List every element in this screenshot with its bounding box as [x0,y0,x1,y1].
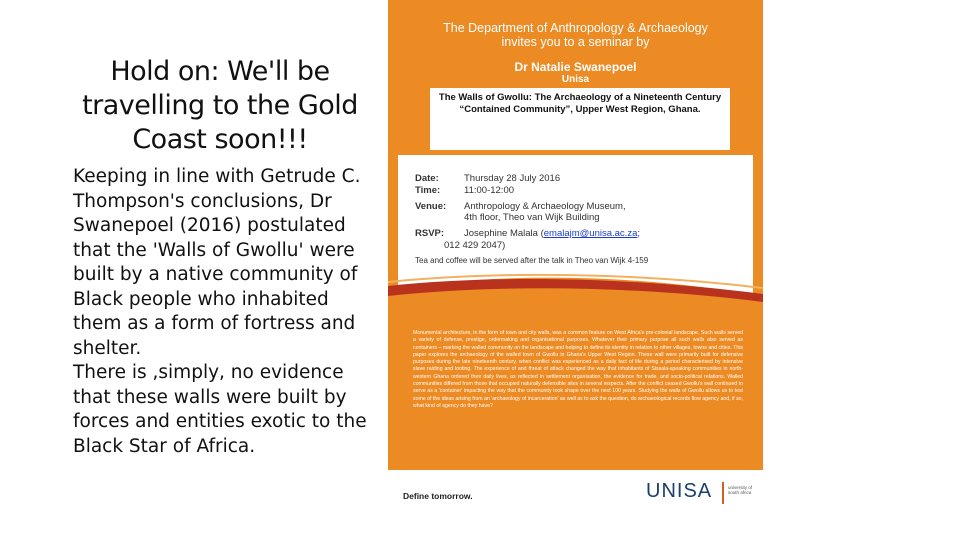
date-value: Thursday 28 July 2016 [464,173,561,184]
rsvp-phone: 012 429 2047) [444,240,506,251]
slide-title: Hold on: We'll be travelling to the Gold Coast soon!!! [82,56,358,155]
seminar-flyer-image [388,0,763,470]
invite-line-1: The Department of Anthropology & Archaeology [443,21,708,35]
venue-label: Venue: [415,201,447,212]
venue-value-1: Anthropology & Archaeology Museum, [464,201,626,212]
time-label: Time: [415,185,441,196]
speaker-name: Dr Natalie Swanepoel [514,60,637,74]
unisa-logo: UNISA [646,480,713,502]
tea-note: Tea and coffee will be served after the talk in Theo van Wijk 4-159 [415,256,649,265]
invite-line-2: invites you to a seminar by [501,35,650,49]
flyer-footer [388,470,763,510]
rsvp-name: Josephine Malala ( [464,228,544,239]
logo-subtext: university of south africa [728,485,753,495]
talk-title: The Walls of Gwollu: The Archaeology of a Nineteenth Century “Contained Community”, Upper West Region, Ghana. [438,92,722,115]
speaker-affiliation: Unisa [561,74,590,85]
rsvp-contact [464,228,640,239]
flyer-header [388,0,763,162]
time-value: 11:00-12:00 [464,185,515,196]
logo-divider [722,482,724,504]
footer-tagline: Define tomorrow. [403,491,473,501]
date-label: Date: [415,173,439,184]
rsvp-email-link[interactable]: emalajm@unisa.ac.za [543,228,638,239]
body-paragraph-1: Keeping in line with Getrude C. Thompson's conclusions, Dr Swanepoel (2016) postulated that the 'Walls of Gwollu' were built by a native community of Black people who inhabited them as a form of fortress and shelter. [73,166,361,359]
slide-body [73,165,383,459]
seminar-abstract: Monumental architecture, in the form of town and city walls, was a common feature on West Africa's pre-colonial landscape. Such walls served a variety of defense, prestige, ordermaking and organisational purposes. Whatever their primary purpose all such walls also served as containers – marking the walled community on the landscape and helping to define its identity in relation to other villages, towns and cities. This paper explores the archaeology of the walled town of Gwollu in Ghana's Upper West Region. These wall were primarily built for defensive purposes during the late nineteenth century, when conflict was experienced as a daily fact of life during a period characterised by intensive slave raiding and looting. The experience of and threat of attack changed the way that inhabitants of Sissala-speaking communities in north-western Ghana ordered their daily lives, as reflected in settlement organisation, the evidence for trade, and socio-political relations. Walled communities differed from those that occupied naturally defensible sites in several respects. After the conflict ceased Gwollu's wall continued to serve as a 'container' impacting the way that the community took shape over the next 100 years. Studying the walls of Gwollu allows us to test some of the ideas arising from an 'archaeology of incarceration' as well as to ask the question, do archaeological records flow agency and, if so, what kind of agency do they have? [413,330,743,409]
rsvp-close: ; [637,228,640,239]
talk-title-box [430,88,730,150]
rsvp-label: RSVP: [415,228,445,239]
swoosh-graphic [388,272,763,322]
body-paragraph-2: There is ,simply, no evidence that these walls were built by forces and entities exotic to the Black Star of Africa. [73,362,367,457]
venue-value-2: 4th floor, Theo van Wijk Building [464,212,600,223]
